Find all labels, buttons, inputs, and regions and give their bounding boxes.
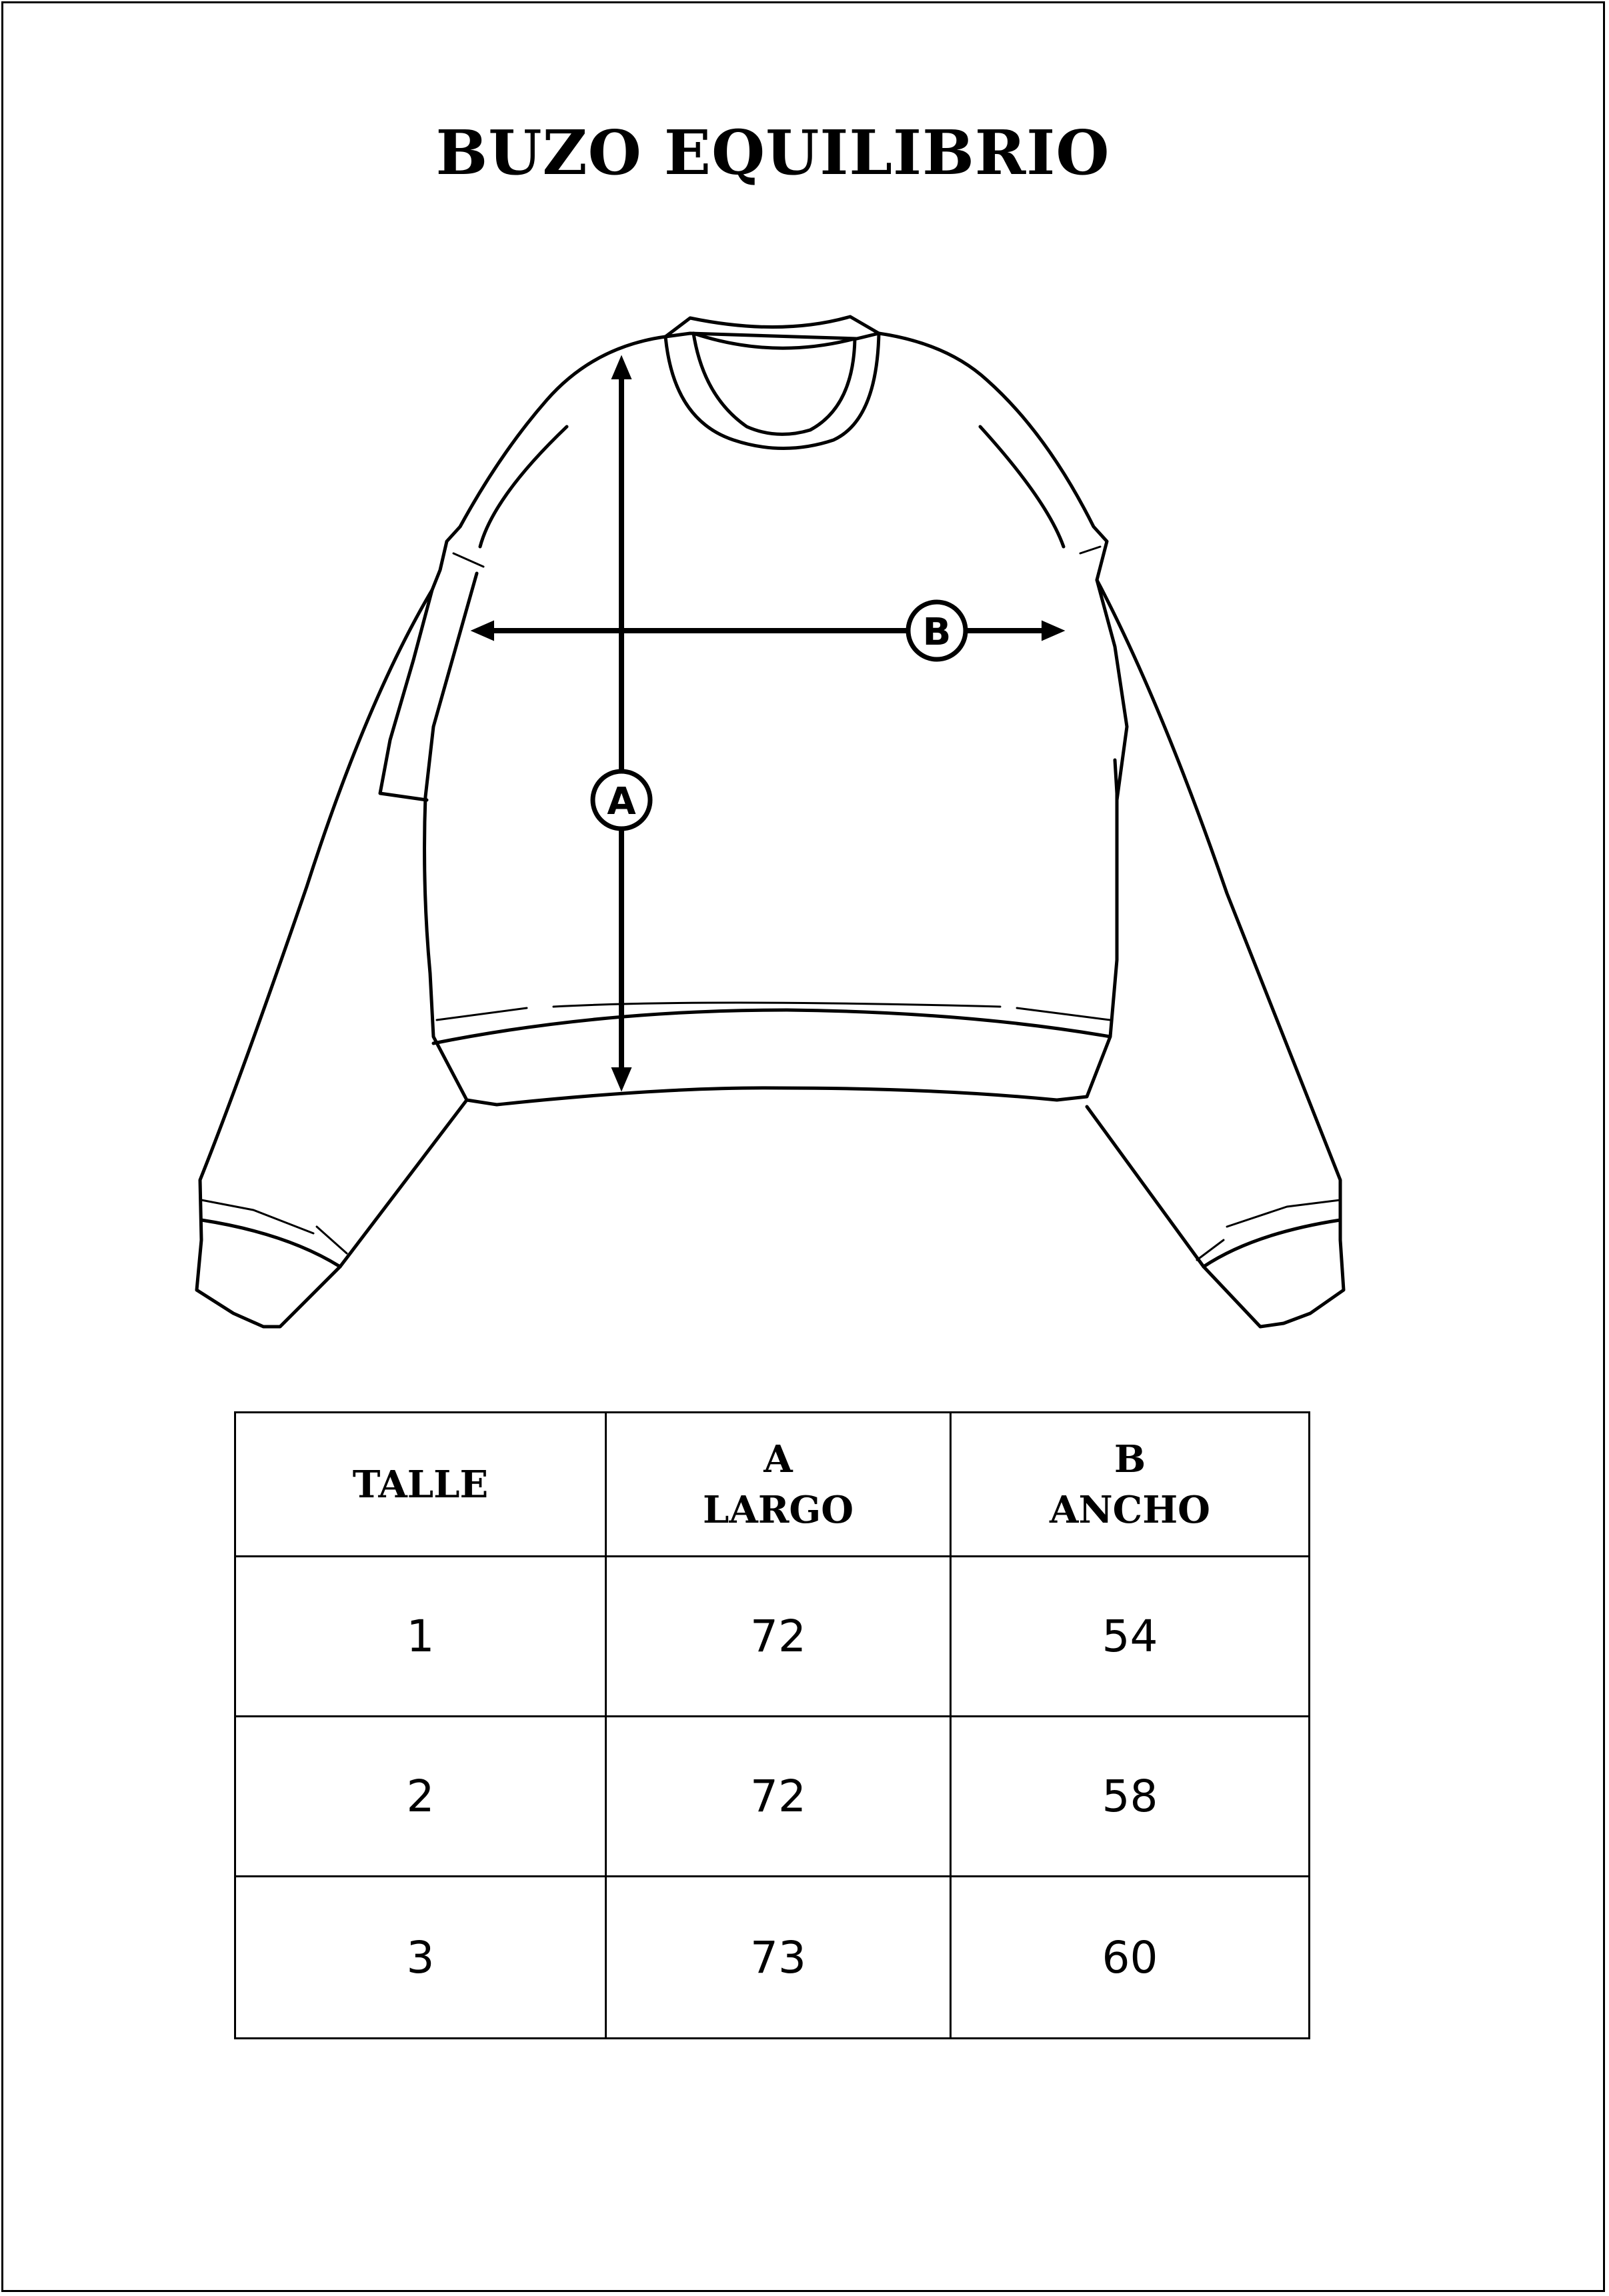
size-chart-table: [234, 1411, 1310, 2039]
left-cuff-seam: [201, 1220, 340, 1267]
left-shoulder-seam: [480, 427, 567, 547]
header-largo-label: LARGO: [703, 1487, 854, 1532]
left-armhole-mark: [453, 553, 483, 567]
marker-a: [593, 771, 650, 829]
body-right-edge: [879, 333, 1127, 800]
left-sleeve: [197, 590, 467, 1327]
table-row: [235, 1877, 1310, 2039]
header-largo: [606, 1413, 951, 1557]
ancho-cell: 54: [951, 1557, 1310, 1717]
torso-outline: [425, 573, 1117, 1105]
talle-cell: 2: [235, 1717, 606, 1877]
header-ancho-letter: B: [1114, 1437, 1146, 1481]
largo-cell: 73: [606, 1877, 951, 2039]
largo-cell: 72: [606, 1557, 951, 1717]
right-armhole-mark: [1080, 547, 1100, 553]
ancho-cell: 60: [951, 1877, 1310, 2039]
table-row: [235, 1557, 1310, 1717]
page-title: BUZO EQUILIBRIO: [435, 117, 1110, 189]
talle-cell: 1: [235, 1557, 606, 1717]
svg-text:B: B: [922, 611, 952, 654]
header-ancho: [951, 1413, 1310, 1557]
table-row: [235, 1717, 1310, 1877]
hem-detail: [1017, 1008, 1110, 1020]
header-talle-label: TALLE: [352, 1462, 489, 1507]
hem-seam: [433, 1010, 1110, 1043]
header-ancho-label: ANCHO: [1050, 1487, 1210, 1532]
marker-b: [908, 602, 966, 659]
measure-a-arrow: [612, 357, 631, 1090]
right-sleeve: [1087, 580, 1344, 1327]
talle-cell: 3: [235, 1877, 606, 2039]
svg-text:A: A: [607, 780, 636, 823]
left-cuff-detail: [317, 1227, 347, 1253]
ancho-cell: 58: [951, 1717, 1310, 1877]
header-largo-letter: A: [763, 1437, 793, 1481]
right-shoulder-seam: [980, 427, 1064, 547]
measure-b-arrow: [472, 621, 1064, 640]
header-talle: [235, 1413, 606, 1557]
hem-detail: [437, 1008, 527, 1020]
largo-cell: 72: [606, 1717, 951, 1877]
left-cuff-detail: [201, 1200, 313, 1233]
right-cuff-seam: [1204, 1220, 1340, 1267]
table-header-row: [235, 1413, 1310, 1557]
